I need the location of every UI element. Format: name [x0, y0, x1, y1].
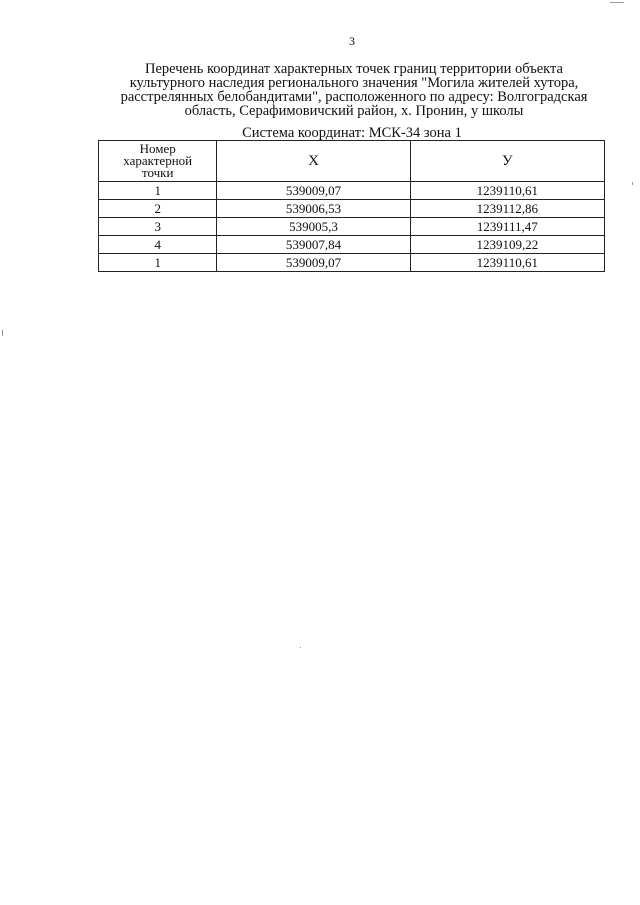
cell-x: 539009,07 [217, 182, 410, 200]
coordinates-table [98, 140, 605, 272]
header-point-number [99, 141, 217, 182]
title-line-3: расстрелянных белобандитами", расположенного по адресу: Волгоградская [120, 89, 588, 105]
cell-x: 539006,53 [217, 200, 410, 218]
cell-point-number: 1 [99, 254, 217, 272]
scan-mark-left-edge [2, 330, 3, 336]
table-header-row [99, 141, 605, 182]
page-number: 3 [349, 34, 355, 48]
cell-point-number: 4 [99, 236, 217, 254]
header-num-line-3: точки [141, 165, 174, 180]
header-x: Х [217, 141, 410, 182]
coordinate-system-label: Система координат: МСК-34 зона 1 [242, 125, 462, 141]
table-row [99, 218, 605, 236]
cell-x: 539009,07 [217, 254, 410, 272]
table-row [99, 236, 605, 254]
table-row [99, 182, 605, 200]
table-row [99, 200, 605, 218]
scan-mark-mid-page [300, 647, 301, 648]
document-title [100, 62, 608, 118]
header-num-line-2: характерной [123, 153, 193, 168]
title-line-2: культурного наследия регионального значения "Могила жителей хутора, [129, 75, 579, 91]
header-num-line-1: Номер [139, 141, 176, 156]
scan-mark-top-right [610, 2, 624, 3]
title-line-4: область, Серафимовичский район, х. Пронин, у школы [184, 103, 524, 119]
cell-y: 1239110,61 [410, 254, 604, 272]
cell-point-number: 3 [99, 218, 217, 236]
cell-x: 539007,84 [217, 236, 410, 254]
cell-y: 1239109,22 [410, 236, 604, 254]
cell-y: 1239112,86 [410, 200, 604, 218]
title-line-1: Перечень координат характерных точек границ территории объекта [145, 61, 563, 77]
cell-y: 1239111,47 [410, 218, 604, 236]
scan-mark-right-edge [632, 182, 633, 185]
cell-point-number: 1 [99, 182, 217, 200]
header-y: У [410, 141, 604, 182]
table-row [99, 254, 605, 272]
cell-y: 1239110,61 [410, 182, 604, 200]
cell-point-number: 2 [99, 200, 217, 218]
cell-x: 539005,3 [217, 218, 410, 236]
